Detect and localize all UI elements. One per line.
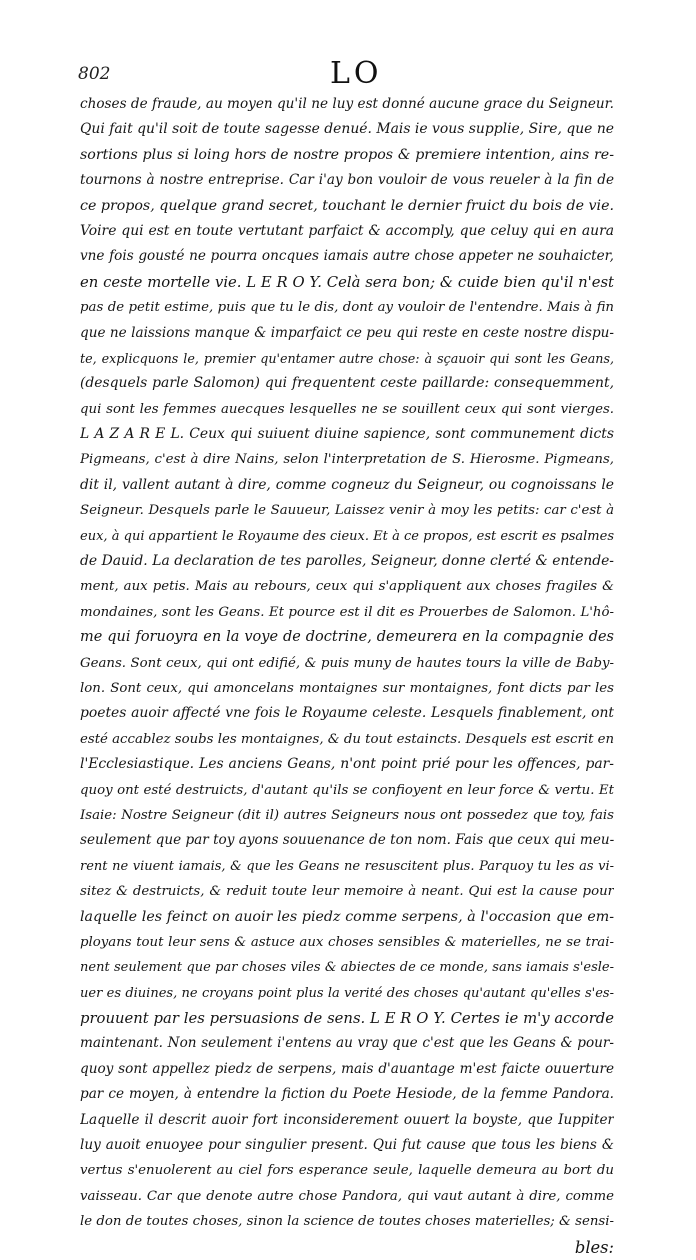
text-line: ment, aux petis. Mais au rebours, ceux qui s'appliquent aux choses fragiles & (80, 579, 614, 595)
text-line: poetes auoir affecté vne fois le Royaume celeste. Lesquels finablement, ont (80, 705, 614, 722)
text-line: pas de petit estime, puis que tu le dis, dont ay vouloir de l'entendre. Mais à fin (80, 300, 614, 316)
text-line: te, explicquons le, premier qu'entamer autre chose: à sçauoir qui sont les Geans, (80, 350, 614, 366)
text-line: me qui foruoyra en la voye de doctrine, demeurera en la compagnie des (80, 629, 614, 646)
text-line: eux, à qui appartient le Royaume des cieux. Et à ce propos, est escrit es psalmes (80, 528, 614, 544)
text-line: le don de toutes choses, sinon la science de toutes choses materielles; & sensi- (80, 1214, 614, 1230)
text-line: laquelle les feinct on auoir les piedz comme serpens, à l'occasion que em- (80, 908, 614, 925)
text-line: (desquels parle Salomon) qui frequentent ceste paillarde: consequemment, (80, 375, 614, 392)
text-line: Laquelle il descrit auoir fort inconsiderement ouuert la boyste, que Iuppiter (80, 1111, 614, 1128)
text-line: vne fois gousté ne pourra oncques iamais autre chose appeter ne souhaicter, (80, 248, 614, 265)
text-line: Voire qui est en toute vertutant parfaict & accomply, que celuy qui en aura (80, 222, 614, 239)
text-line: vaisseau. Car que denote autre chose Pandora, qui vaut autant à dire, comme (80, 1188, 614, 1204)
text-line: vertus s'enuolerent au ciel fors esperance seule, laquelle demeura au bort du (80, 1163, 614, 1179)
text-line: sitez & destruicts, & reduit toute leur memoire à neant. Qui est la cause pour (80, 884, 614, 900)
page-number: 802 (78, 64, 111, 84)
text-line: luy auoit enuoyee pour singulier present. Qui fut cause que tous les biens & (80, 1137, 614, 1154)
text-line: sortions plus si loing hors de nostre propos & premiere intention, ains re- (80, 146, 614, 163)
text-line: quoy sont appellez piedz de serpens, mais d'auantage m'est faicte ouuerture (80, 1060, 614, 1077)
text-line: lon. Sont ceux, qui amoncelans montaignes sur montaignes, font dicts par les (80, 680, 614, 696)
text-line: Qui fait qu'il soit de toute sagesse denué. Mais ie vous supplie, Sire, que ne (80, 121, 614, 138)
text-line: que ne laissions manque & imparfaict ce peu qui reste en ceste nostre dispu- (80, 324, 614, 341)
text-line: dit il, vallent autant à dire, comme cogneuz du Seigneur, ou cognoissans le (80, 476, 614, 493)
text-line: de Dauid. La declaration de tes parolles, Seigneur, donne clerté & entende- (80, 553, 614, 570)
text-line: bles: (574, 1237, 614, 1257)
running-head: LO (330, 56, 383, 91)
text-line: Geans. Sont ceux, qui ont edifié, & puis muny de hautes tours la ville de Baby- (80, 655, 614, 671)
text-line: choses de fraude, au moyen qu'il ne luy est donné aucune grace du Seigneur. (80, 96, 614, 112)
text-line: mondaines, sont les Geans. Et pource est il dit es Prouerbes de Salomon. L'hô- (80, 604, 614, 620)
text-line: l'Ecclesiastique. Les anciens Geans, n'ont point prié pour les offences, par- (80, 756, 614, 773)
text-line: seulement que par toy ayons souuenance de ton nom. Fais que ceux qui meu- (80, 832, 614, 849)
text-line: tournons à nostre entreprise. Car i'ay bon vouloir de vous reueler à la fin de (80, 172, 614, 189)
text-line: esté accablez soubs les montaignes, & du tout estaincts. Desquels est escrit en (80, 731, 614, 747)
text-line: uer es diuines, ne croyans point plus la verité des choses qu'autant qu'elles s'es- (80, 985, 614, 1001)
text-line: nent seulement que par choses viles & abiectes de ce monde, sans iamais s'esle- (80, 960, 614, 976)
text-line: maintenant. Non seulement i'entens au vray que c'est que les Geans & pour- (80, 1035, 614, 1052)
text-line: Isaie: Nostre Seigneur (dit il) autres Seigneurs nous ont possedez que toy, fais (80, 807, 614, 823)
body-text (80, 92, 614, 1260)
text-line: par ce moyen, à entendre la fiction du Poete Hesiode, de la femme Pandora. (80, 1086, 614, 1103)
text-line: ployans tout leur sens & astuce aux choses sensibles & materielles, ne se trai- (80, 934, 614, 950)
text-line: quoy ont esté destruicts, d'autant qu'ils se confioyent en leur force & vertu. Et (80, 782, 614, 798)
text-line: ce propos, quelque grand secret, touchant le dernier fruict du bois de vie. (80, 197, 614, 214)
text-line: en ceste mortelle vie. L E R O Y. Celà sera bon; & cuide bien qu'il n'est (80, 273, 614, 291)
text-line: prouuent par les persuasions de sens. L E R O Y. Certes ie m'y accorde (80, 1010, 614, 1028)
text-line: Seigneur. Desquels parle le Sauueur, Laissez venir à moy les petits: car c'est à (80, 503, 614, 519)
text-line: Pigmeans, c'est à dire Nains, selon l'interpretation de S. Hierosme. Pigmeans, (80, 452, 614, 468)
text-line: qui sont les femmes auecques lesquelles ne se souillent ceux qui sont vierges. (80, 401, 614, 417)
text-line: L A Z A R E L. Ceux qui suiuent diuine sapience, sont communement dicts (80, 426, 614, 443)
text-line: rent ne viuent iamais, & que les Geans ne resuscitent plus. Parquoy tu les as vi- (80, 858, 614, 874)
